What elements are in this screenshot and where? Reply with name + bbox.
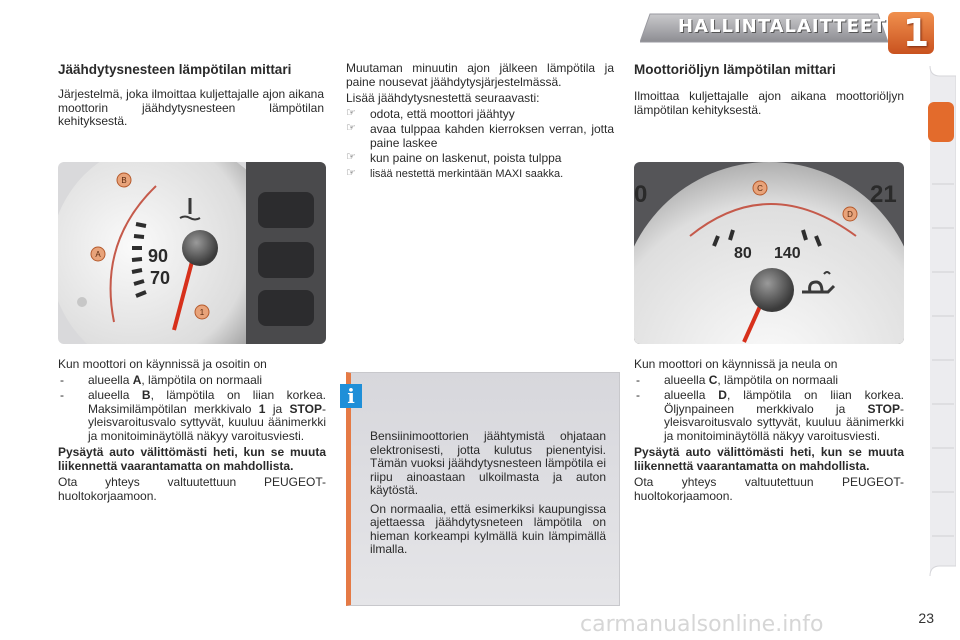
chapter-tabs <box>926 66 956 576</box>
oil-gauge-image <box>634 162 904 344</box>
add-coolant-title: Lisää jäähdytysnestettä seuraavasti: <box>346 91 540 105</box>
step-item: ☞ avaa tulppaa kahden kierroksen verran, jotta paine laskee <box>346 123 614 150</box>
watermark: carmanualsonline.info <box>580 612 824 637</box>
info-icon: i <box>340 384 362 408</box>
chapter-number: 1 <box>902 11 930 55</box>
side-digit-right: 21 <box>870 181 897 208</box>
oil-intro: Ilmoittaa kuljettajalle ajon aikana moottoriöljyn lämpötilan kehityksestä. <box>634 89 904 117</box>
coolant-gauge-heading: Jäähdytysnesteen lämpötilan mittari <box>58 62 292 77</box>
step-item: ☞ odota, että moottori jäähtyy <box>346 108 614 122</box>
oil-zone-d-item: - alueella D, lämpötila on liian korkea. Öljynpaineen merkkivalo ja STOP-yleisvaroitusvalo syttyvät, kuuluu äänimerkki ja monitoiminäytöllä näkyy varoitusviesti. <box>634 389 904 443</box>
coolant-intro: Järjestelmä, joka ilmoittaa kuljettajalle ajon aikana moottorin jäähdytysnesteen lämpötilan kehityksestä. <box>58 87 324 128</box>
side-digit-left: 0 <box>634 181 648 208</box>
coolant-warning: Pysäytä auto välittömästi heti, kun se muuta liikennettä vaarantamatta on mahdollista. <box>58 445 326 473</box>
oil-gauge-heading: Moottoriöljyn lämpötilan mittari <box>634 62 836 77</box>
oil-zone-c-item: - alueella C, lämpötila on normaali <box>634 374 904 388</box>
step-item: ☞ kun paine on laskenut, poista tulppa <box>346 152 614 166</box>
zone-marker-a: A <box>95 250 101 259</box>
oil-warning: Pysäytä auto välittömästi heti, kun se muuta liikennettä vaarantamatta on mahdollista. <box>634 445 904 473</box>
section-title: HALLINTALAITTEET <box>678 16 887 37</box>
zone-marker-c: C <box>757 184 763 193</box>
step-item: ☞ lisää nestettä merkintään MAXI saakka. <box>346 168 614 182</box>
scale-label-90: 90 <box>148 246 169 266</box>
coolant-zone-a-item: - alueella A, lämpötila on normaali <box>58 374 326 388</box>
oil-contact: Ota yhteys valtuutettuun PEUGEOT-huoltokorjaamoon. <box>634 475 904 503</box>
info-paragraph: On normaalia, että esimerkiksi kaupungissa ajettaessa jäähdytysneteen lämpötila on hieman korkeampi kylmällä kuin lämpimällä ilmalla. <box>370 501 606 556</box>
coolant-gauge-image <box>58 162 326 344</box>
zone-marker-1: 1 <box>199 308 205 317</box>
scale-label-70: 70 <box>150 268 171 288</box>
coolant-contact: Ota yhteys valtuutettuun PEUGEOT-huoltokorjaamoon. <box>58 475 326 503</box>
coolant-status-intro: Kun moottori on käynnissä ja osoitin on <box>58 357 267 371</box>
scale-label-80: 80 <box>734 245 752 262</box>
scale-label-140: 140 <box>774 245 801 262</box>
page-number: 23 <box>918 610 934 626</box>
zone-marker-d: D <box>847 210 853 219</box>
coolant-zone-b-item: - alueella B, lämpötila on liian korkea. Maksimilämpötilan merkkivalo 1 ja STOP-yleisvaroitusvalo syttyvät, kuuluu äänimerkki ja monitoiminäytöllä näkyy varoitusviesti. <box>58 389 326 443</box>
pressure-intro: Muutaman minuutin ajon jälkeen lämpötila ja paine nousevat jäähdytysjärjestelmässä. <box>346 61 614 89</box>
oil-status-intro: Kun moottori on käynnissä ja neula on <box>634 357 838 371</box>
zone-marker-b: B <box>121 176 127 185</box>
info-paragraph: Bensiinimoottorien jäähtymistä ohjataan elektronisesti, jotta kulutus pienentyisi. Tämän vuoksi jäähdytysnesteen lämpötila ei riipu ainoastaan ulkoilmasta ja auton käytöstä. <box>370 429 606 497</box>
